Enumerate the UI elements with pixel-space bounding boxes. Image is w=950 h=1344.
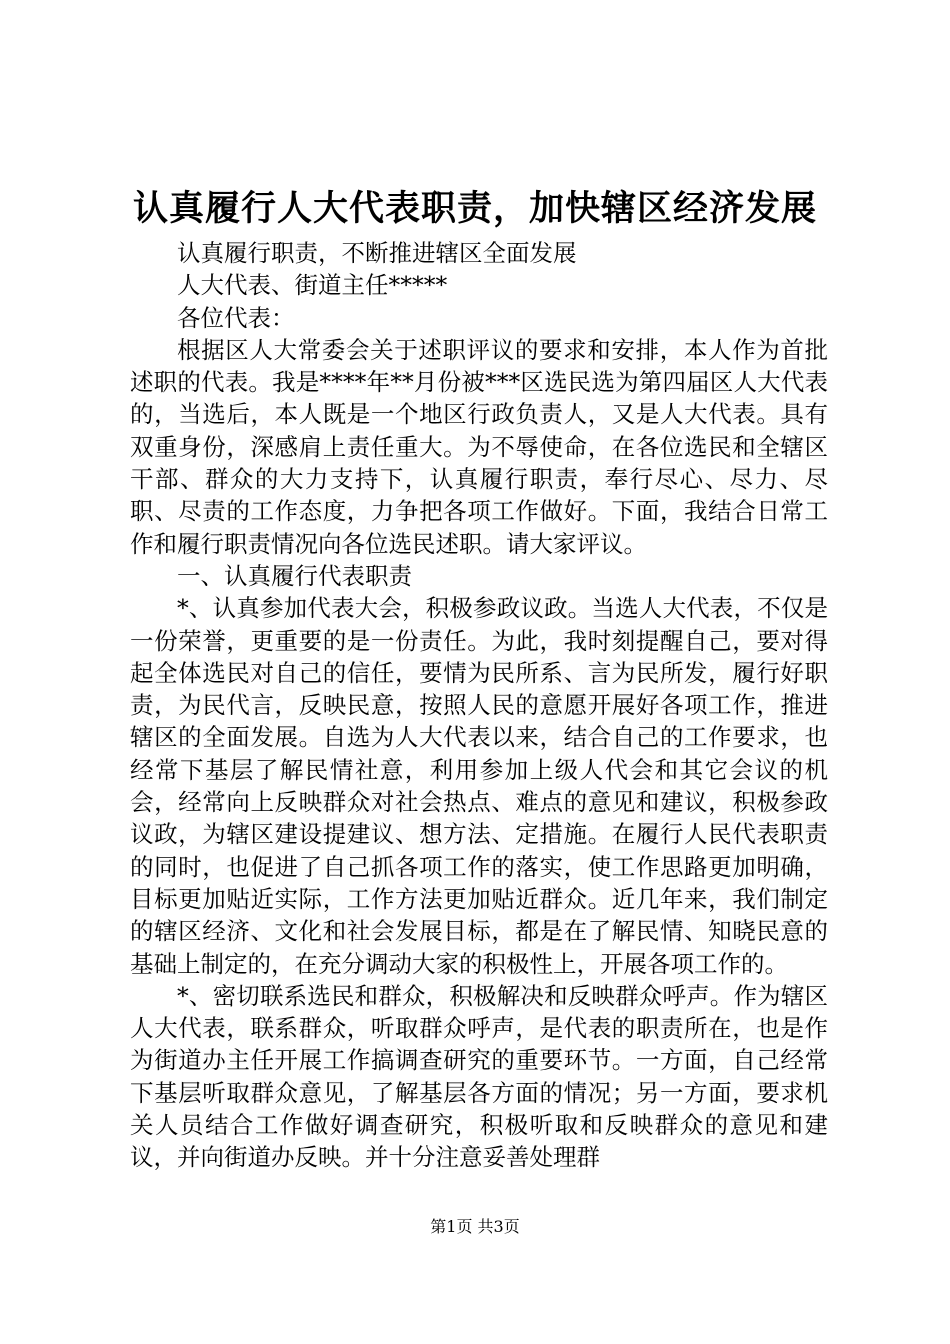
paragraph-author: 人大代表、街道主任***** — [177, 271, 448, 300]
paragraph-item-1: *、认真参加代表大会，积极参政议政。当选人大代表，不仅是一份荣誉，更重要的是一份责任。为此，我时刻提醒自己，要对得起全体选民对自己的信任，要情为民所系、言为民所发，履行好职责，为民代言，反映民意，按照人民的意愿开展好各项工作，推进辖区的全面发展。自选为人大代表以来，结合自己的工作要求，也经常下基层了解民情社意，利用参加上级人代会和其它会议的机会，经常向上反映群众对社会热点、难点的意见和建议，积极参政议政，为辖区建设提建议、想方法、定措施。在履行人民代表职责的同时，也促进了自己抓各项工作的落实，使工作思路更加明确，目标更加贴近实际，工作方法更加贴近群众。近几年来，我们制定的辖区经济、文化和社会发展目标，都是在了解民情、知晓民意的基础上制定的，在充分调动大家的积极性上，开展各项工作的。 — [130, 594, 828, 978]
paragraph-salutation: 各位代表： — [177, 303, 295, 332]
page-footer: 第1页 共3页 — [430, 1217, 520, 1236]
section-heading: 一、认真履行代表职责 — [177, 561, 412, 590]
document-title: 认真履行人大代表职责，加快辖区经济发展 — [132, 188, 817, 229]
paragraph-item-2: *、密切联系选民和群众，积极解决和反映群众呼声。作为辖区人大代表，联系群众，听取群众呼声，是代表的职责所在，也是作为街道办主任开展工作搞调查研究的重要环节。一方面，自己经常下基层听取群众意见，了解基层各方面的情况；另一方面，要求机关人员结合工作做好调查研究，积极听取和反映群众的意见和建议，并向街道办反映。并十分注意妥善处理群 — [130, 981, 828, 1172]
document-body — [130, 237, 828, 1174]
paragraph-subtitle: 认真履行职责，不断推进辖区全面发展 — [177, 239, 577, 267]
paragraph-intro: 根据区人大常委会关于述职评议的要求和安排，本人作为首批述职的代表。我是****年**月份被***区选民选为第四届区人大代表的，当选后，本人既是一个地区行政负责人，又是人大代表。具有双重身份，深感肩上责任重大。为不辱使命，在各位选民和全辖区干部、群众的大力支持下，认真履行职责，奉行尽心、尽力、尽职、尽责的工作态度，力争把各项工作做好。下面，我结合日常工作和履行职责情况向各位选民述职。请大家评议。 — [130, 335, 828, 558]
